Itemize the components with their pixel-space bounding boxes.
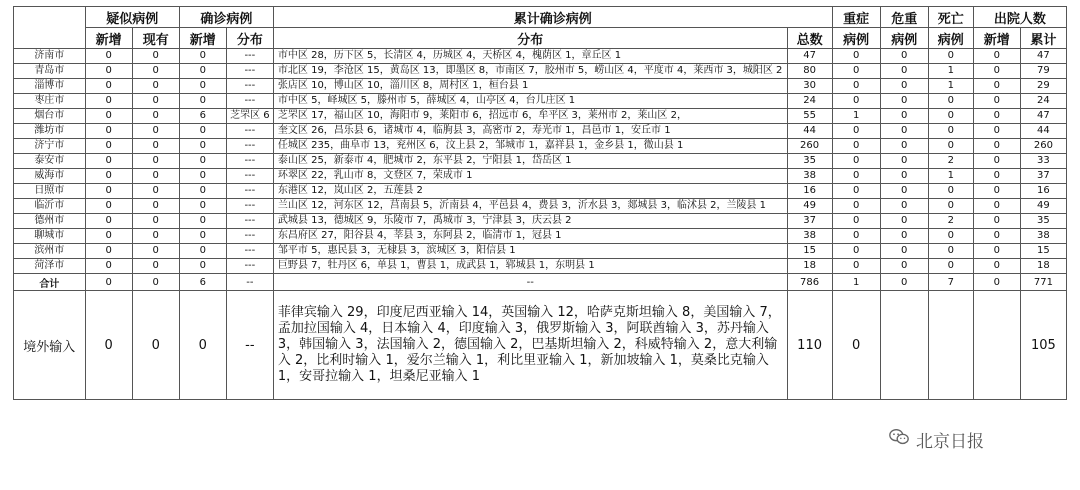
critical-count: 0 xyxy=(880,79,928,94)
total-critical: 0 xyxy=(880,274,928,291)
confirmed-new: 0 xyxy=(179,94,226,109)
death-count: 0 xyxy=(928,229,973,244)
critical-count: 0 xyxy=(880,229,928,244)
discharged-new: 0 xyxy=(973,64,1020,79)
cumulative-distribution: 市北区 19，李沧区 15，黄岛区 13，即墨区 8，市南区 7，胶州市 5，崂山区 4，平度市 4，莱西市 3，城阳区 2 xyxy=(273,64,787,79)
foreign-death xyxy=(928,291,973,400)
confirmed-new: 0 xyxy=(179,124,226,139)
discharged-total: 16 xyxy=(1020,184,1066,199)
severe-count: 0 xyxy=(832,154,880,169)
critical-count: 0 xyxy=(880,139,928,154)
city-name: 潍坊市 xyxy=(14,124,86,139)
critical-count: 0 xyxy=(880,169,928,184)
suspected-current: 0 xyxy=(132,109,179,124)
suspected-new: 0 xyxy=(85,169,132,184)
suspected-new: 0 xyxy=(85,244,132,259)
suspected-current: 0 xyxy=(132,139,179,154)
total-discharged-new: 0 xyxy=(973,274,1020,291)
header-severe-case: 病例 xyxy=(832,28,880,49)
critical-count: 0 xyxy=(880,259,928,274)
cumulative-total: 18 xyxy=(787,259,832,274)
foreign-severe: 0 xyxy=(832,291,880,400)
city-name: 济宁市 xyxy=(14,139,86,154)
table-row xyxy=(14,139,1067,154)
cumulative-total: 49 xyxy=(787,199,832,214)
severe-count: 0 xyxy=(832,139,880,154)
city-name: 青岛市 xyxy=(14,64,86,79)
death-count: 0 xyxy=(928,49,973,64)
header-death: 死亡 xyxy=(928,7,973,28)
suspected-current: 0 xyxy=(132,259,179,274)
table-row xyxy=(14,244,1067,259)
cumulative-total: 15 xyxy=(787,244,832,259)
discharged-total: 260 xyxy=(1020,139,1066,154)
cumulative-total: 30 xyxy=(787,79,832,94)
total-confirmed-new: 6 xyxy=(179,274,226,291)
critical-count: 0 xyxy=(880,214,928,229)
confirmed-new: 0 xyxy=(179,244,226,259)
discharged-total: 47 xyxy=(1020,109,1066,124)
critical-count: 0 xyxy=(880,244,928,259)
discharged-total: 18 xyxy=(1020,259,1066,274)
confirmed-distribution: --- xyxy=(226,139,273,154)
header-severe: 重症 xyxy=(832,7,880,28)
header-death-case: 病例 xyxy=(928,28,973,49)
epidemic-table xyxy=(13,6,1067,400)
total-confirmed-distribution: -- xyxy=(226,274,273,291)
foreign-discharged-total: 105 xyxy=(1020,291,1066,400)
suspected-current: 0 xyxy=(132,199,179,214)
city-name: 滨州市 xyxy=(14,244,86,259)
confirmed-new: 0 xyxy=(179,199,226,214)
death-count: 0 xyxy=(928,109,973,124)
discharged-new: 0 xyxy=(973,154,1020,169)
foreign-confirmed-new: 0 xyxy=(179,291,226,400)
header-confirmed-distribution: 分布 xyxy=(226,28,273,49)
cumulative-distribution: 张店区 10，博山区 10，淄川区 8，周村区 1，桓台县 1 xyxy=(273,79,787,94)
foreign-critical xyxy=(880,291,928,400)
city-name: 淄博市 xyxy=(14,79,86,94)
cumulative-distribution: 奎文区 26，昌乐县 6，诸城市 4，临朐县 3，高密市 2，寿光市 1，昌邑市 1，安丘市 1 xyxy=(273,124,787,139)
discharged-new: 0 xyxy=(973,124,1020,139)
cumulative-total: 24 xyxy=(787,94,832,109)
confirmed-new: 6 xyxy=(179,109,226,124)
confirmed-new: 0 xyxy=(179,214,226,229)
suspected-new: 0 xyxy=(85,64,132,79)
suspected-new: 0 xyxy=(85,259,132,274)
discharged-new: 0 xyxy=(973,199,1020,214)
confirmed-new: 0 xyxy=(179,139,226,154)
table-row xyxy=(14,154,1067,169)
critical-count: 0 xyxy=(880,154,928,169)
watermark-text: 北京日报 xyxy=(916,431,984,452)
table-row xyxy=(14,259,1067,274)
discharged-new: 0 xyxy=(973,184,1020,199)
foreign-row xyxy=(14,291,1067,400)
discharged-total: 35 xyxy=(1020,214,1066,229)
suspected-new: 0 xyxy=(85,109,132,124)
death-count: 1 xyxy=(928,64,973,79)
discharged-total: 79 xyxy=(1020,64,1066,79)
confirmed-distribution: --- xyxy=(226,244,273,259)
total-label: 合计 xyxy=(14,274,86,291)
death-count: 2 xyxy=(928,154,973,169)
suspected-new: 0 xyxy=(85,124,132,139)
header-suspected-new: 新增 xyxy=(85,28,132,49)
total-death: 7 xyxy=(928,274,973,291)
suspected-current: 0 xyxy=(132,184,179,199)
cumulative-distribution: 任城区 235，曲阜市 13，兖州区 6，汶上县 2，邹城市 1，嘉祥县 1，金乡县 1，微山县 1 xyxy=(273,139,787,154)
city-name: 德州市 xyxy=(14,214,86,229)
cumulative-total: 260 xyxy=(787,139,832,154)
suspected-current: 0 xyxy=(132,214,179,229)
header-critical: 危重 xyxy=(880,7,928,28)
table-row xyxy=(14,199,1067,214)
severe-count: 0 xyxy=(832,124,880,139)
header-discharged-new: 新增 xyxy=(973,28,1020,49)
city-name: 聊城市 xyxy=(14,229,86,244)
discharged-new: 0 xyxy=(973,229,1020,244)
suspected-current: 0 xyxy=(132,64,179,79)
severe-count: 0 xyxy=(832,244,880,259)
suspected-new: 0 xyxy=(85,199,132,214)
discharged-new: 0 xyxy=(973,139,1020,154)
discharged-new: 0 xyxy=(973,79,1020,94)
foreign-suspected-new: 0 xyxy=(85,291,132,400)
cumulative-total: 16 xyxy=(787,184,832,199)
confirmed-distribution: --- xyxy=(226,154,273,169)
watermark xyxy=(884,427,988,451)
total-row xyxy=(14,274,1067,291)
city-name: 枣庄市 xyxy=(14,94,86,109)
death-count: 0 xyxy=(928,139,973,154)
confirmed-distribution: --- xyxy=(226,259,273,274)
discharged-total: 38 xyxy=(1020,229,1066,244)
suspected-new: 0 xyxy=(85,79,132,94)
cumulative-distribution: 兰山区 12，河东区 12，莒南县 5，沂南县 4，平邑县 4，费县 3，沂水县 3，郯城县 3，临沭县 2，兰陵县 1 xyxy=(273,199,787,214)
city-name: 临沂市 xyxy=(14,199,86,214)
city-name: 威海市 xyxy=(14,169,86,184)
discharged-new: 0 xyxy=(973,214,1020,229)
cumulative-distribution: 东昌府区 27，阳谷县 4，莘县 3，东阿县 2，临清市 1，冠县 1 xyxy=(273,229,787,244)
city-name: 日照市 xyxy=(14,184,86,199)
severe-count: 0 xyxy=(832,184,880,199)
confirmed-distribution: --- xyxy=(226,49,273,64)
cumulative-distribution: 市中区 28，历下区 5，长清区 4，历城区 4，天桥区 4，槐荫区 1，章丘区 1 xyxy=(273,49,787,64)
critical-count: 0 xyxy=(880,199,928,214)
suspected-new: 0 xyxy=(85,154,132,169)
wechat-icon xyxy=(888,426,910,453)
discharged-new: 0 xyxy=(973,169,1020,184)
foreign-confirmed-distribution: -- xyxy=(226,291,273,400)
city-name: 菏泽市 xyxy=(14,259,86,274)
table-row xyxy=(14,49,1067,64)
discharged-total: 37 xyxy=(1020,169,1066,184)
table-row xyxy=(14,229,1067,244)
critical-count: 0 xyxy=(880,94,928,109)
cumulative-distribution: 泰山区 25，新泰市 4，肥城市 2，东平县 2，宁阳县 1，岱岳区 1 xyxy=(273,154,787,169)
death-count: 2 xyxy=(928,214,973,229)
discharged-total: 24 xyxy=(1020,94,1066,109)
foreign-cumulative-total: 110 xyxy=(787,291,832,400)
cumulative-distribution: 武城县 13，德城区 9，乐陵市 7，禹城市 3，宁津县 3，庆云县 2 xyxy=(273,214,787,229)
cumulative-distribution: 环翠区 22，乳山市 8，文登区 7，荣成市 1 xyxy=(273,169,787,184)
death-count: 0 xyxy=(928,244,973,259)
header-discharged: 出院人数 xyxy=(973,7,1066,28)
death-count: 1 xyxy=(928,79,973,94)
confirmed-distribution: 芝罘区 6 xyxy=(226,109,273,124)
foreign-suspected-current: 0 xyxy=(132,291,179,400)
discharged-total: 44 xyxy=(1020,124,1066,139)
suspected-current: 0 xyxy=(132,169,179,184)
discharged-new: 0 xyxy=(973,109,1020,124)
total-suspected-current: 0 xyxy=(132,274,179,291)
severe-count: 0 xyxy=(832,79,880,94)
header-cumulative-total: 总数 xyxy=(787,28,832,49)
confirmed-new: 0 xyxy=(179,184,226,199)
suspected-new: 0 xyxy=(85,94,132,109)
suspected-new: 0 xyxy=(85,139,132,154)
cumulative-total: 80 xyxy=(787,64,832,79)
cumulative-total: 44 xyxy=(787,124,832,139)
severe-count: 0 xyxy=(832,94,880,109)
critical-count: 0 xyxy=(880,109,928,124)
table-row xyxy=(14,109,1067,124)
severe-count: 0 xyxy=(832,259,880,274)
header-cumulative-distribution: 分布 xyxy=(273,28,787,49)
discharged-total: 49 xyxy=(1020,199,1066,214)
severe-count: 0 xyxy=(832,64,880,79)
critical-count: 0 xyxy=(880,124,928,139)
confirmed-distribution: --- xyxy=(226,94,273,109)
table-row xyxy=(14,79,1067,94)
confirmed-distribution: --- xyxy=(226,79,273,94)
cumulative-distribution: 邹平市 5，惠民县 3，无棣县 3，滨城区 3，阳信县 1 xyxy=(273,244,787,259)
discharged-new: 0 xyxy=(973,49,1020,64)
cumulative-distribution: 巨野县 7，牡丹区 6，单县 1，曹县 1，成武县 1，郓城县 1，东明县 1 xyxy=(273,259,787,274)
corner-cell xyxy=(14,7,86,49)
discharged-total: 29 xyxy=(1020,79,1066,94)
discharged-new: 0 xyxy=(973,244,1020,259)
death-count: 1 xyxy=(928,169,973,184)
table-row xyxy=(14,184,1067,199)
death-count: 0 xyxy=(928,199,973,214)
table-row xyxy=(14,124,1067,139)
severe-count: 1 xyxy=(832,109,880,124)
city-name: 济南市 xyxy=(14,49,86,64)
total-discharged-total: 771 xyxy=(1020,274,1066,291)
discharged-total: 47 xyxy=(1020,49,1066,64)
confirmed-distribution: --- xyxy=(226,229,273,244)
suspected-current: 0 xyxy=(132,49,179,64)
severe-count: 0 xyxy=(832,229,880,244)
suspected-current: 0 xyxy=(132,79,179,94)
table-row xyxy=(14,94,1067,109)
city-name: 烟台市 xyxy=(14,109,86,124)
suspected-current: 0 xyxy=(132,94,179,109)
header-suspected-current: 现有 xyxy=(132,28,179,49)
total-cumulative-distribution: -- xyxy=(273,274,787,291)
header-confirmed: 确诊病例 xyxy=(179,7,273,28)
confirmed-distribution: --- xyxy=(226,169,273,184)
suspected-current: 0 xyxy=(132,124,179,139)
death-count: 0 xyxy=(928,184,973,199)
discharged-total: 15 xyxy=(1020,244,1066,259)
total-suspected-new: 0 xyxy=(85,274,132,291)
confirmed-new: 0 xyxy=(179,229,226,244)
suspected-new: 0 xyxy=(85,214,132,229)
confirmed-distribution: --- xyxy=(226,64,273,79)
confirmed-new: 0 xyxy=(179,64,226,79)
table-row xyxy=(14,214,1067,229)
severe-count: 0 xyxy=(832,214,880,229)
confirmed-new: 0 xyxy=(179,79,226,94)
foreign-discharged-new xyxy=(973,291,1020,400)
death-count: 0 xyxy=(928,124,973,139)
cumulative-distribution: 市中区 5，峄城区 5，滕州市 5，薛城区 4，山亭区 4，台儿庄区 1 xyxy=(273,94,787,109)
foreign-label: 境外输入 xyxy=(14,291,86,400)
confirmed-distribution: --- xyxy=(226,184,273,199)
cumulative-distribution: 东港区 12，岚山区 2，五莲县 2 xyxy=(273,184,787,199)
severe-count: 0 xyxy=(832,49,880,64)
cumulative-distribution: 芝罘区 17，福山区 10，海阳市 9，莱阳市 6，招远市 6，牟平区 3，莱州市 2，莱山区 2， xyxy=(273,109,787,124)
confirmed-new: 0 xyxy=(179,49,226,64)
suspected-current: 0 xyxy=(132,154,179,169)
confirmed-new: 0 xyxy=(179,169,226,184)
confirmed-new: 0 xyxy=(179,259,226,274)
table-row xyxy=(14,169,1067,184)
header-discharged-total: 累计 xyxy=(1020,28,1066,49)
city-name: 泰安市 xyxy=(14,154,86,169)
confirmed-distribution: --- xyxy=(226,214,273,229)
header-critical-case: 病例 xyxy=(880,28,928,49)
total-cumulative-total: 786 xyxy=(787,274,832,291)
suspected-new: 0 xyxy=(85,229,132,244)
critical-count: 0 xyxy=(880,64,928,79)
total-severe: 1 xyxy=(832,274,880,291)
cumulative-total: 38 xyxy=(787,169,832,184)
discharged-new: 0 xyxy=(973,94,1020,109)
header-suspected: 疑似病例 xyxy=(85,7,179,28)
critical-count: 0 xyxy=(880,49,928,64)
suspected-current: 0 xyxy=(132,229,179,244)
confirmed-distribution: --- xyxy=(226,199,273,214)
table-row xyxy=(14,64,1067,79)
severe-count: 0 xyxy=(832,199,880,214)
header-confirmed-new: 新增 xyxy=(179,28,226,49)
foreign-cumulative-distribution: 菲律宾输入 29，印度尼西亚输入 14，英国输入 12，哈萨克斯坦输入 8，美国输入 7，孟加拉国输入 4，日本输入 4，印度输入 3，俄罗斯输入 3，阿联酋输入 3，苏丹输入 3，韩国输入 3，法国输入 2，德国输入 2，巴基斯坦输入 2，科威特输入 2，意大利输入 2，比利时输入 1，爱尔兰输入 1，利比里亚输入 1，新加坡输入 1，莫桑比克输入 1，安哥拉输入 1，坦桑尼亚输入 1 xyxy=(273,291,787,400)
suspected-new: 0 xyxy=(85,184,132,199)
cumulative-total: 37 xyxy=(787,214,832,229)
cumulative-total: 55 xyxy=(787,109,832,124)
critical-count: 0 xyxy=(880,184,928,199)
confirmed-distribution: --- xyxy=(226,124,273,139)
suspected-new: 0 xyxy=(85,49,132,64)
suspected-current: 0 xyxy=(132,244,179,259)
header-cumulative: 累计确诊病例 xyxy=(273,7,832,28)
cumulative-total: 47 xyxy=(787,49,832,64)
discharged-new: 0 xyxy=(973,259,1020,274)
cumulative-total: 38 xyxy=(787,229,832,244)
death-count: 0 xyxy=(928,94,973,109)
confirmed-new: 0 xyxy=(179,154,226,169)
cumulative-total: 35 xyxy=(787,154,832,169)
discharged-total: 33 xyxy=(1020,154,1066,169)
death-count: 0 xyxy=(928,259,973,274)
severe-count: 0 xyxy=(832,169,880,184)
